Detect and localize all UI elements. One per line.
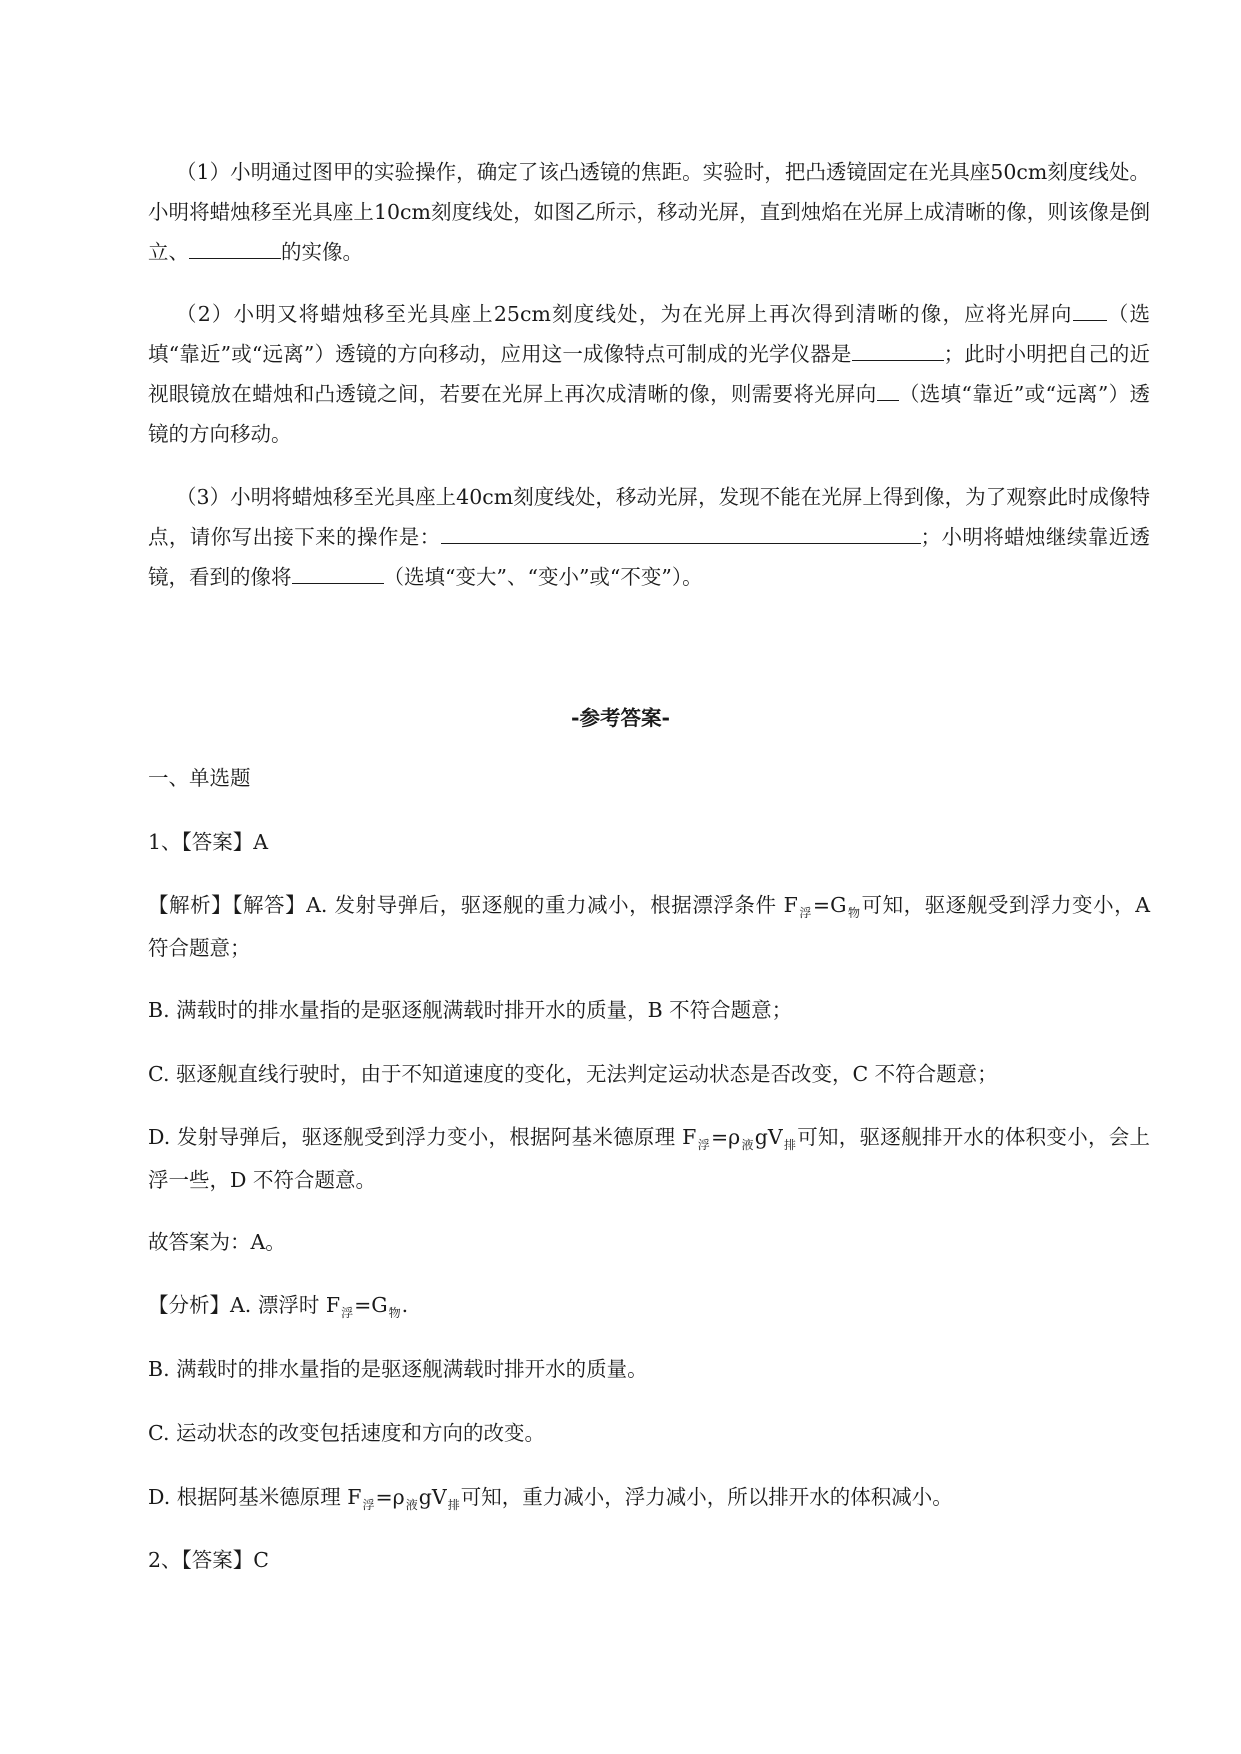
subscript: 浮 bbox=[341, 1306, 354, 1320]
answer-blank-3[interactable] bbox=[852, 338, 944, 361]
subscript: 液 bbox=[405, 1498, 418, 1512]
explanation-d-mid2: gV bbox=[754, 1125, 783, 1149]
analysis-d bbox=[148, 1477, 1150, 1520]
question-2-text-d: （选填“靠近”或“远离”）透镜的方向移动。 bbox=[148, 382, 1150, 446]
question-2-text: （2）小明又将蜡烛移至光具座上25cm刻度线处，为在光屏上再次得到清晰的像，应将光屏向 bbox=[176, 302, 1073, 326]
analysis-d-post: 可知，重力减小，浮力减小，所以排开水的体积减小。 bbox=[460, 1485, 953, 1509]
subscript: 物 bbox=[847, 906, 861, 920]
question-1 bbox=[148, 152, 1150, 272]
question-2-text-b: （选填“靠近”或“远离”）透镜的方向移动，应用这一成像特点可制成的光学仪器是 bbox=[148, 302, 1151, 366]
question-3-text: （3）小明将蜡烛移至光具座上40cm刻度线处，移动光屏，发现不能在光屏上得到像，为了观察此时成像特点，请你写出接下来的操作是： bbox=[148, 485, 1150, 549]
conclusion: 故答案为：A。 bbox=[148, 1230, 286, 1254]
explanation-b: B. 满载时的排水量指的是驱逐舰满载时排开水的质量，B 不符合题意； bbox=[148, 998, 793, 1022]
analysis-d-text: D. 根据阿基米德原理 F bbox=[148, 1485, 362, 1509]
answer-blank-4[interactable] bbox=[877, 378, 899, 401]
question-2-text-c: ；此时小明把自己的近视眼镜放在蜡烛和凸透镜之间，若要在光屏上再次成清晰的像，则需要将光屏向 bbox=[148, 342, 1151, 406]
explanation-a-mid: =G bbox=[812, 893, 847, 917]
analysis-c: C. 运动状态的改变包括速度和方向的改变。 bbox=[148, 1421, 545, 1445]
explanation-a-text: 【解析】【解答】A. 发射导弹后，驱逐舰的重力减小，根据漂浮条件 F bbox=[148, 893, 798, 917]
question-1-text: （1）小明通过图甲的实验操作，确定了该凸透镜的焦距。实验时，把凸透镜固定在光具座50cm刻度线处。小明将蜡烛移至光具座上10cm刻度线处，如图乙所示，移动光屏，直到烛焰在光屏上成清晰的像，则该像是倒立、 bbox=[148, 160, 1150, 264]
question-3 bbox=[148, 477, 1150, 597]
subscript: 排 bbox=[783, 1138, 797, 1152]
question-1-suffix: 的实像。 bbox=[281, 240, 363, 264]
analysis-d-mid2: gV bbox=[418, 1485, 447, 1509]
answers-heading: -参考答案- bbox=[570, 706, 671, 730]
answer-blank-6[interactable] bbox=[292, 561, 384, 584]
subscript: 浮 bbox=[362, 1498, 375, 1512]
analysis-a-mid: =G bbox=[354, 1293, 388, 1317]
explanation-d-text: D. 发射导弹后，驱逐舰受到浮力变小，根据阿基米德原理 F bbox=[148, 1125, 697, 1149]
question-2 bbox=[148, 294, 1150, 454]
analysis-d-mid: =ρ bbox=[375, 1485, 405, 1509]
analysis-b: B. 满载时的排水量指的是驱逐舰满载时排开水的质量。 bbox=[148, 1357, 648, 1381]
answer-2: 2、【答案】C bbox=[148, 1548, 269, 1572]
answer-1: 1、【答案】A bbox=[148, 830, 269, 854]
subscript: 液 bbox=[741, 1138, 754, 1152]
answer-blank-2[interactable] bbox=[1073, 298, 1107, 321]
answer-blank-5[interactable] bbox=[441, 521, 921, 544]
subscript: 物 bbox=[388, 1306, 401, 1320]
analysis-a bbox=[148, 1285, 1150, 1328]
subscript: 浮 bbox=[798, 906, 812, 920]
subscript: 排 bbox=[447, 1498, 460, 1512]
analysis-a-post: . bbox=[401, 1293, 409, 1317]
subscript: 浮 bbox=[697, 1138, 710, 1152]
explanation-d-post: 可知，驱逐舰排开水的体积变小，会上浮一些，D 不符合题意。 bbox=[148, 1125, 1150, 1192]
question-3-text-b: ；小明将蜡烛继续靠近透镜，看到的像将 bbox=[148, 525, 1151, 589]
explanation-d-mid: =ρ bbox=[710, 1125, 741, 1149]
analysis-a-text: 【分析】A. 漂浮时 F bbox=[148, 1293, 341, 1317]
explanation-d bbox=[148, 1117, 1150, 1200]
explanation-a-post: 可知，驱逐舰受到浮力变小，A 符合题意； bbox=[148, 893, 1150, 960]
question-3-text-c: （选填“变大”、“变小”或“不变”）。 bbox=[383, 565, 703, 589]
answer-blank-1[interactable] bbox=[189, 236, 281, 259]
explanation-a bbox=[148, 885, 1150, 968]
explanation-c: C. 驱逐舰直线行驶时，由于不知道速度的变化，无法判定运动状态是否改变，C 不符合题意； bbox=[148, 1062, 998, 1086]
section-title: 一、单选题 bbox=[148, 766, 251, 790]
